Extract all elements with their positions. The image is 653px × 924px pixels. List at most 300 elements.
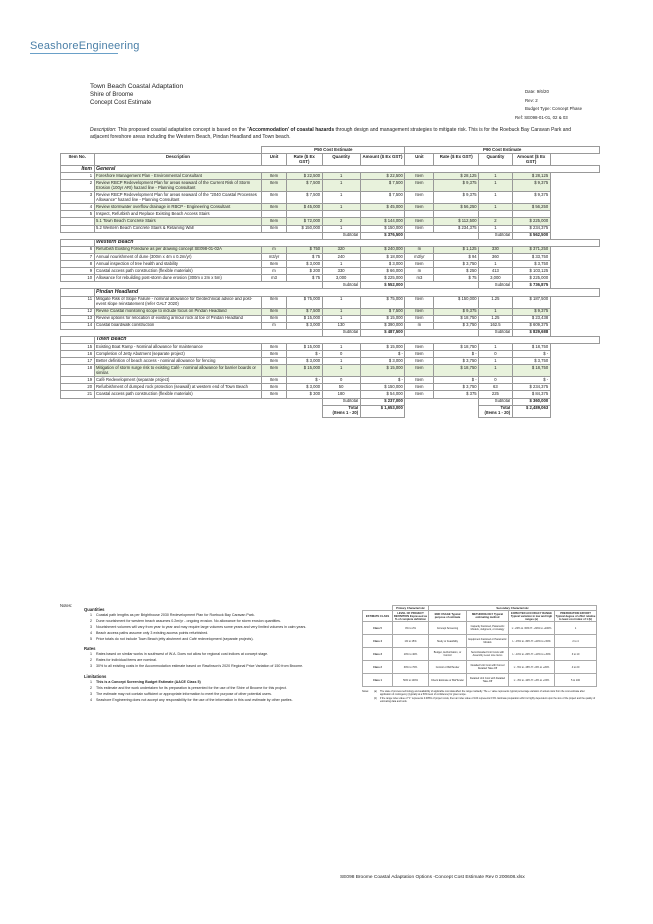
rate-p90 xyxy=(434,211,479,218)
item-description: Allowance for rebuilding post-storm dune erosion (300m x 2m x 5m) xyxy=(94,275,262,282)
aace-cell: 2 to 4 xyxy=(555,635,597,648)
unit-p90: m3/yr xyxy=(405,253,434,260)
quantity: 240 xyxy=(322,253,360,260)
amount: $ 7,500 xyxy=(360,180,405,192)
blank xyxy=(61,405,323,417)
col-item: Item No. xyxy=(61,154,95,166)
unit: Item xyxy=(262,384,287,391)
table-row xyxy=(61,173,600,180)
quantity: 1 xyxy=(322,296,360,308)
amount-p90: $ 225,000 xyxy=(512,275,550,282)
rate: $ 750 xyxy=(286,246,322,253)
aace-col-header: END USAGE Typical purpose of estimate xyxy=(429,611,467,622)
spacer-cell xyxy=(550,398,599,405)
p90-header: P90 Cost Estimate xyxy=(405,147,600,154)
aace-cell: Equipment Factored or Parametric Models xyxy=(467,635,509,648)
quantity-p90: 63 xyxy=(479,384,513,391)
aace-cell: 30% to 70% xyxy=(393,661,429,674)
note-item xyxy=(84,698,360,704)
amount-p90: $ 187,500 xyxy=(512,296,550,308)
unit: m xyxy=(262,246,287,253)
aace-cell: 50% to 100% xyxy=(393,674,429,687)
notes-section xyxy=(60,603,360,704)
item-number: 21 xyxy=(61,391,95,398)
spacer-cell xyxy=(550,322,599,329)
unit-p90: Item xyxy=(405,384,434,391)
unit: m3 xyxy=(262,275,287,282)
aace-cell: Concept Screening xyxy=(429,622,467,635)
aace-primary: Primary Characteristic xyxy=(393,606,429,611)
rate-p90: $ 9,375 xyxy=(434,180,479,192)
table-row xyxy=(61,391,600,398)
quantity-p90: 1 xyxy=(479,308,513,315)
spacer-cell xyxy=(550,173,599,180)
aace-note-key: (a) xyxy=(374,690,377,693)
unit: Item xyxy=(262,296,287,308)
item-description: Coastal access path construction (flexible materials) xyxy=(94,268,262,275)
unit: Item xyxy=(262,351,287,358)
aace-cell: L: -20% to -50% H: +30% to +100% xyxy=(509,622,555,635)
item-description: Café Redevelopment (separate project) xyxy=(94,377,262,384)
total-items-range: (Items 1 - 20) xyxy=(332,410,359,416)
spacer-cell xyxy=(550,180,599,192)
amount-p90: $ 18,750 xyxy=(512,365,550,377)
item-description: 5.2 Western Beach Concrete Stairs & Retaining Wall xyxy=(94,225,262,232)
col-amount-p90: Amount ($ Ex GST) xyxy=(512,154,550,166)
spacer-cell xyxy=(550,268,599,275)
unit-p90: Item xyxy=(405,261,434,268)
notes-label: Notes: xyxy=(60,603,73,608)
table-row xyxy=(61,246,600,253)
unit-p90: Item xyxy=(405,296,434,308)
quantity-p90: 1 xyxy=(479,343,513,350)
quantity: 330 xyxy=(322,268,360,275)
unit-p90: m xyxy=(405,322,434,329)
unit-p90: Item xyxy=(405,173,434,180)
rate: $ 72,000 xyxy=(286,218,322,225)
amount: $ 15,000 xyxy=(360,343,405,350)
rate: $ 75 xyxy=(286,275,322,282)
note-text: This is a Concept Screening Budget Estimate (AACE Class 5) xyxy=(96,679,201,684)
quantity-p90: 1 xyxy=(479,261,513,268)
item-description: Inspect, Refurbish and Replace Existing Beach Access Stairs xyxy=(94,211,262,218)
note-text: Price totals do not include Town Beach jetty abutment and Café redevelopment (separate projects). xyxy=(96,636,254,641)
spacer-cell xyxy=(550,232,599,239)
subtotal-label-p90: Subtotal xyxy=(479,329,513,336)
subtotal-p90: $ 736,875 xyxy=(512,282,550,289)
blank xyxy=(61,282,323,289)
footer-filename: SE098 Broome Coastal Adaptation Options -Concept Cost Estimate Rev 0 200608.xlsx xyxy=(340,875,525,880)
aace-col-header: PREPARATION EFFORT Typical degree of effort relative to least cost index of 1 (b) xyxy=(555,611,596,621)
section-row xyxy=(61,239,600,246)
item-number: 8 xyxy=(61,261,95,268)
aace-cell: Class 4 xyxy=(363,635,393,648)
rate-p90: $ - xyxy=(434,377,479,384)
aace-cell: 0% to 2% xyxy=(393,622,429,635)
table-row xyxy=(61,275,600,282)
unit: Item xyxy=(262,315,287,322)
spacer-cell xyxy=(550,211,599,218)
table-row xyxy=(61,261,600,268)
item-number: 15 xyxy=(61,343,95,350)
section-item-label xyxy=(61,239,95,246)
amount-p90: $ 609,375 xyxy=(512,322,550,329)
unit-p90: Item xyxy=(405,204,434,211)
quantity: 1 xyxy=(322,192,360,204)
aace-row xyxy=(363,635,597,648)
spacer-cell xyxy=(550,308,599,315)
section-row xyxy=(61,166,600,173)
item-description: Annual nourishment of dune (300m x 4m x 0.2m/yr) xyxy=(94,253,262,260)
item-number: 11 xyxy=(61,296,95,308)
rate-p90: $ 18,750 xyxy=(434,343,479,350)
spacer-cell xyxy=(550,343,599,350)
quantity-p90: 1 xyxy=(479,225,513,232)
description-prefix: : This proposed coastal adaptation concept is based on the " xyxy=(115,127,249,133)
amount-p90: $ 371,250 xyxy=(512,246,550,253)
quantity-p90: 0 xyxy=(479,351,513,358)
notes-heading: Limitations xyxy=(84,674,107,680)
description-suffix: through design and management strategies to mitigate risk. This is for the Roebuck Bay Caravan Park and adjacent foreshore areas including the Western Beach, Pindan Headland and Town beach. xyxy=(90,127,572,140)
rate: $ 7,500 xyxy=(286,180,322,192)
amount: $ 7,500 xyxy=(360,192,405,204)
quantity: 320 xyxy=(322,246,360,253)
amount: $ 3,000 xyxy=(360,261,405,268)
subtotal-label: Subtotal xyxy=(322,232,360,239)
amount-p90: $ 9,375 xyxy=(512,192,550,204)
spacer-cell xyxy=(550,192,599,204)
item-description: Review RBCP Redevelopment Plan for areas seaward of the Current Risk of Storm Erosion (100yr ARI) hazard line - Planning Consultant xyxy=(94,180,262,192)
quantity: 2 xyxy=(322,218,360,225)
quantity: 1 xyxy=(322,315,360,322)
rate-p90: $ 3,750 xyxy=(434,322,479,329)
unit: Item xyxy=(262,365,287,377)
spacer-cell xyxy=(550,296,599,308)
quantity: 1 xyxy=(322,358,360,365)
aace-cell: 3 to 10 xyxy=(555,648,597,661)
section-row xyxy=(61,336,600,343)
rate-p90: $ 3,750 xyxy=(434,384,479,391)
rate: $ 15,000 xyxy=(286,343,322,350)
amount-p90: $ 225,000 xyxy=(512,218,550,225)
quantity-p90 xyxy=(479,211,513,218)
item-description: Foreshore Management Plan - Environmental Consultant xyxy=(94,173,262,180)
quantity-p90: 330 xyxy=(479,246,513,253)
spacer-cell xyxy=(550,391,599,398)
unit: m3/yr xyxy=(262,253,287,260)
rate: $ 150,000 xyxy=(286,225,322,232)
spacer-cell xyxy=(550,315,599,322)
amount-p90: $ 3,750 xyxy=(512,261,550,268)
item-description: Review RBCP Redevelopment Plan for areas seaward of the "2040 Coastal Processes Allowance" hazard line - Planning Consultant xyxy=(94,192,262,204)
rate: $ 3,000 xyxy=(286,322,322,329)
blank xyxy=(405,398,479,405)
quantity: 50 xyxy=(322,384,360,391)
amount-p90: $ 56,250 xyxy=(512,204,550,211)
rate-p90: $ 9,375 xyxy=(434,308,479,315)
rate-p90: $ 28,125 xyxy=(434,173,479,180)
spacer-cell xyxy=(550,253,599,260)
item-description: Coastal boardwalk construction xyxy=(94,322,262,329)
section-item-label xyxy=(61,336,95,343)
subtotal-label-p90: Subtotal xyxy=(479,282,513,289)
table-row xyxy=(61,322,600,329)
rate: $ 3,000 xyxy=(286,261,322,268)
aace-col-header: EXPECTED ACCURACY RANGE Typical variation in low and high ranges (a) xyxy=(509,611,555,622)
subtotal-label: Subtotal xyxy=(322,282,360,289)
col-rate: Rate ($ Ex GST) xyxy=(286,154,322,166)
quantity: 0 xyxy=(322,351,360,358)
subtotal-p50: $ 552,000 xyxy=(360,282,405,289)
unit-p90: Item xyxy=(405,225,434,232)
total-row xyxy=(61,405,600,417)
aace-row xyxy=(363,661,597,674)
quantity-p90: 1 xyxy=(479,365,513,377)
item-number: 14 xyxy=(61,322,95,329)
subtotal-p50: $ 376,500 xyxy=(360,232,405,239)
amount: $ 15,000 xyxy=(360,315,405,322)
p50-header: P50 Cost Estimate xyxy=(262,147,405,154)
note-text: Beach access paths assume only 3 existing access points refurbished. xyxy=(96,630,209,635)
quantity: 130 xyxy=(322,322,360,329)
total-label xyxy=(322,405,360,417)
amount-p90: $ 9,375 xyxy=(512,308,550,315)
rate-p90: $ 9,375 xyxy=(434,192,479,204)
rate: $ - xyxy=(286,377,322,384)
item-number xyxy=(61,218,95,225)
unit: Item xyxy=(262,204,287,211)
rate xyxy=(286,211,322,218)
note-text: Seashore Engineering does not accept any responsibility for the use of the information in this cost estimate by other parties. xyxy=(96,697,293,702)
rate: $ 15,000 xyxy=(286,365,322,377)
aace-cell: 1 xyxy=(555,622,597,635)
document-meta xyxy=(525,88,585,114)
aace-cell: Detailed Unit Cost with Forced Detailed Take-Off xyxy=(467,661,509,674)
aace-col-header: LEVEL OF PROJECT DEFINITION Expressed as % of complete definition xyxy=(393,611,428,621)
amount: $ 240,000 xyxy=(360,246,405,253)
spacer-cell xyxy=(550,384,599,391)
amount-p90: $ 3,750 xyxy=(512,358,550,365)
spacer-cell xyxy=(550,351,599,358)
table-row xyxy=(61,225,600,232)
rate-p90: $ 18,750 xyxy=(434,315,479,322)
unit xyxy=(262,211,287,218)
item-number: 9 xyxy=(61,268,95,275)
unit-p90: Item xyxy=(405,180,434,192)
amount: $ 18,000 xyxy=(360,253,405,260)
note-number: 1 xyxy=(90,679,92,684)
rate-p90: $ 75 xyxy=(434,275,479,282)
blank xyxy=(405,282,479,289)
aace-cell: 10% to 40% xyxy=(393,648,429,661)
aace-cell: 5 to 100 xyxy=(555,674,597,687)
item-number: 2 xyxy=(61,180,95,192)
aace-cell: L: -15% to -30% H: +20% to +50% xyxy=(509,635,555,648)
table-row xyxy=(61,384,600,391)
subtotal-p90: $ 562,500 xyxy=(512,232,550,239)
quantity-p90: 225 xyxy=(479,391,513,398)
cost-estimate-table xyxy=(60,146,600,418)
rate-p90: $ 18,750 xyxy=(434,365,479,377)
blank xyxy=(61,398,323,405)
unit-p90: Item xyxy=(405,218,434,225)
amount xyxy=(360,211,405,218)
rate: $ 22,500 xyxy=(286,173,322,180)
quantity: 1 xyxy=(322,173,360,180)
item-description: Better definition of beach access - nominal allowance for fencing xyxy=(94,358,262,365)
note-text: The estimate may not contain sufficient or appropriate information to meet the purpose of other potential users. xyxy=(96,691,272,696)
unit-p90: Item xyxy=(405,377,434,384)
amount: $ 150,000 xyxy=(360,225,405,232)
aace-classification xyxy=(362,605,596,703)
note-number: 1 xyxy=(90,652,92,657)
total-p90: $ 2,489,063 xyxy=(512,405,550,417)
subtotal-p90: $ 360,000 xyxy=(512,398,550,405)
aace-note-text: If the range index value of "1" represents 0.005% of project costs, then an index value of 100 represents 0.5%. Estimate preparation effort is highly dependent upon the size of the project and the quality of estimating data and tools. xyxy=(380,696,596,703)
description-label: Description xyxy=(90,127,116,133)
unit: Item xyxy=(262,218,287,225)
subtotal-label-p90: Subtotal xyxy=(479,398,513,405)
aace-cell: Class 3 xyxy=(363,648,393,661)
rate: $ 45,000 xyxy=(286,204,322,211)
amount-p90: $ 9,375 xyxy=(512,180,550,192)
rate: $ 15,000 xyxy=(286,315,322,322)
note-number: 3 xyxy=(90,624,92,629)
aace-cell: Class 1 xyxy=(363,674,393,687)
rate: $ - xyxy=(286,351,322,358)
item-number: 7 xyxy=(61,253,95,260)
rate: $ 7,500 xyxy=(286,308,322,315)
quantity: 1 xyxy=(322,180,360,192)
note-number: 2 xyxy=(90,658,92,663)
item-number: 1 xyxy=(61,173,95,180)
spacer-cell xyxy=(550,377,599,384)
item-number: 20 xyxy=(61,384,95,391)
aace-notes-label: Notes: xyxy=(362,690,369,693)
subtotal-row xyxy=(61,398,600,405)
table-row xyxy=(61,211,600,218)
amount: $ 75,000 xyxy=(360,296,405,308)
note-text: Rates for individual items are nominal. xyxy=(96,658,157,663)
blank xyxy=(405,329,479,336)
note-item xyxy=(84,637,360,643)
amount: $ - xyxy=(360,377,405,384)
quantity: 1 xyxy=(322,261,360,268)
notes-heading: Quantities xyxy=(84,607,105,612)
amount: $ 66,000 xyxy=(360,268,405,275)
section-item-label: Item xyxy=(61,166,95,173)
quantity: 3,000 xyxy=(322,275,360,282)
rate: $ 7,500 xyxy=(286,192,322,204)
client-name: Shire of Broome xyxy=(90,92,134,98)
subtotal-label: Subtotal xyxy=(322,329,360,336)
unit-p90: Item xyxy=(405,343,434,350)
quantity-p90: 1 xyxy=(479,173,513,180)
unit-p90: m xyxy=(405,246,434,253)
item-number: 17 xyxy=(61,358,95,365)
note-text: This estimate and the work undertaken for its preparation is presented for the use of the Shire of Broome for this project. xyxy=(96,685,287,690)
note-item xyxy=(84,664,360,670)
quantity-p90: 1 xyxy=(479,358,513,365)
quantity-p90: 1 xyxy=(479,180,513,192)
unit-p90: Item xyxy=(405,308,434,315)
item-description: Review stormwater overflow drainage in RBCP - Engineering Consultant xyxy=(94,204,262,211)
table-row xyxy=(61,253,600,260)
item-number: 6 xyxy=(61,246,95,253)
total-label-text: Total xyxy=(348,405,359,411)
amount-p90: $ 84,375 xyxy=(512,391,550,398)
table-row xyxy=(61,377,600,384)
aace-cell: Study or Feasibility xyxy=(429,635,467,648)
table-row xyxy=(61,218,600,225)
aace-row xyxy=(363,622,597,635)
revision-field: Rev: 2 xyxy=(525,97,538,103)
blank xyxy=(405,232,479,239)
rate-p90: $ 94 xyxy=(434,253,479,260)
note-number: 3 xyxy=(90,664,92,669)
aace-col-header: METHODOLOGY Typical estimating method xyxy=(467,611,509,622)
aace-cell: Capacity Factored, Parametric Models, Judgment, or Analogy xyxy=(467,622,509,635)
amount-p90: $ 234,375 xyxy=(512,384,550,391)
col-quantity: Quantity xyxy=(322,154,360,166)
aace-notes-label xyxy=(362,697,374,704)
description-bold: Accommodation' of coastal hazards xyxy=(248,127,335,133)
total-p50: $ 1,653,000 xyxy=(360,405,405,417)
aace-cell: 1% to 15% xyxy=(393,635,429,648)
note-text: Rates based on similar works in southwest of W.A. Does not allow for regional cost indices at concept stage. xyxy=(96,652,269,657)
spacer-cell xyxy=(550,225,599,232)
aace-cell: Detailed Unit Cost with Detailed Take-Off xyxy=(467,674,509,687)
rate-p90: $ 250 xyxy=(434,268,479,275)
quantity: 1 xyxy=(322,343,360,350)
item-number: 16 xyxy=(61,351,95,358)
unit-p90 xyxy=(405,211,434,218)
item-description: Annual inspection of tree health and stability xyxy=(94,261,262,268)
unit-p90: Item xyxy=(405,351,434,358)
spacer-cell xyxy=(550,405,599,417)
item-number: 5 xyxy=(61,211,95,218)
unit: Item xyxy=(262,391,287,398)
company-logo: SeashoreEngineering xyxy=(30,40,140,52)
subtotal-label-p90: Subtotal xyxy=(479,232,513,239)
blank xyxy=(61,232,323,239)
item-description: Refurbish Existing Foredune as per drawing concept SE098-01-02A xyxy=(94,246,262,253)
spacer-cell xyxy=(550,358,599,365)
item-number: 12 xyxy=(61,308,95,315)
amount: $ - xyxy=(360,351,405,358)
rate: $ 75,000 xyxy=(286,296,322,308)
section-row xyxy=(61,289,600,296)
table-row xyxy=(61,180,600,192)
spacer-cell xyxy=(550,329,599,336)
item-description: Review options for relocation of existing armour rock at toe of Pindan Headland xyxy=(94,315,262,322)
amount-p90: $ 28,125 xyxy=(512,173,550,180)
project-title: Town Beach Coastal Adaptation xyxy=(90,83,184,90)
note-text: Coastal path lengths as per Brighthouse 2030 Redevelopment Plan for Roebuck Bay Caravan Park. xyxy=(96,612,255,617)
rate-p90: $ 112,500 xyxy=(434,218,479,225)
reference-field: Ref: SE098-01-01, 02 & 03 xyxy=(515,115,568,120)
quantity: 1 xyxy=(322,204,360,211)
amount: $ 150,000 xyxy=(360,384,405,391)
item-description: Existing Boat Ramp - Nominal allowance for maintenance xyxy=(94,343,262,350)
col-unit-p90: Unit xyxy=(405,154,434,166)
rate: $ 3,000 xyxy=(286,358,322,365)
document-header xyxy=(90,83,183,107)
budget-type-field: Budget Type: Concept Phase xyxy=(525,106,583,111)
table-row xyxy=(61,315,600,322)
rate: $ 300 xyxy=(286,391,322,398)
total-label-p90 xyxy=(479,405,513,417)
